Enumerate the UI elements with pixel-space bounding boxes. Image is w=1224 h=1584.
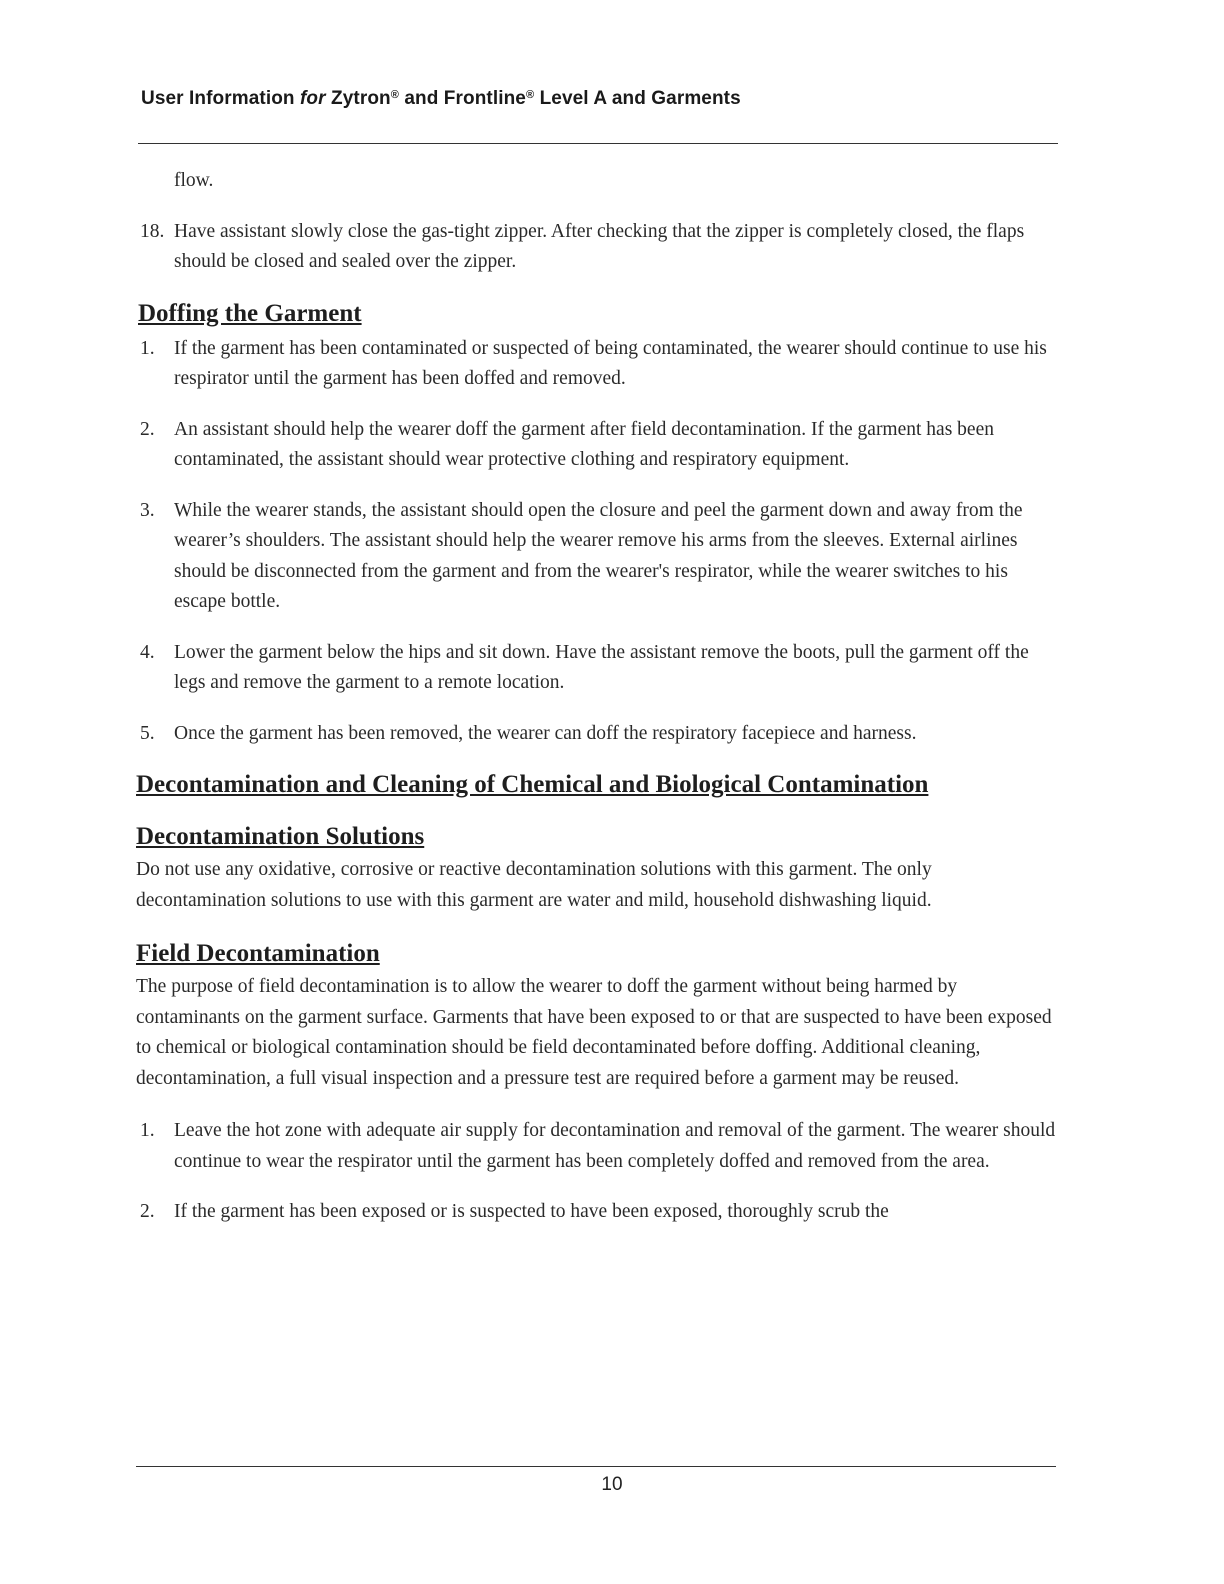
list-text: An assistant should help the wearer doff the garment after field decontamination. If the garment has been contaminated, the assistant should wear protective clothing and respiratory equipment.: [174, 418, 994, 470]
continuation-text: flow.: [174, 170, 214, 191]
registered-mark: ®: [390, 89, 399, 101]
intro-list: [136, 217, 1062, 278]
subsection-heading-solutions: Decontamination Solutions: [136, 823, 425, 850]
header-text: and Frontline: [398, 88, 526, 109]
list-item: [136, 1197, 1062, 1228]
header-rule: [138, 143, 1058, 144]
section-heading-doffing: Doffing the Garment: [138, 299, 362, 327]
field-list: [136, 1116, 1062, 1228]
field-paragraph: The purpose of field decontamination is to allow the wearer to doff the garment without being harmed by contaminants on the garment surface. Garments that have been exposed to or that are suspected to have been exposed to chemical or biological contamination should be field decontaminated before doffing. Additional cleaning, decontamination, a full visual inspection and a pressure test are required before a garment may be reused.: [136, 976, 1052, 1089]
page-body: [136, 166, 1062, 1248]
subsection-heading-field: Field Decontamination: [136, 940, 380, 967]
header-text: Zytron: [325, 88, 391, 109]
list-item: [136, 1116, 1062, 1177]
list-number: 4.: [140, 641, 155, 663]
list-text: While the wearer stands, the assistant should open the closure and peel the garment down and away from the wearer’s shoulders. The assistant should help the wearer remove his arms from the sleeves. External airlines should be disconnected from the garment and from the wearer's respirator, while the wearer switches to his escape bottle.: [174, 499, 1023, 612]
page-number: 10: [601, 1474, 623, 1495]
list-text: Once the garment has been removed, the wearer can doff the respiratory facepiece and harness.: [174, 722, 917, 744]
page-header: [141, 88, 1061, 110]
footer-rule: [136, 1466, 1056, 1467]
list-text: Have assistant slowly close the gas-tight zipper. After checking that the zipper is completely closed, the flaps should be closed and sealed over the zipper.: [174, 220, 1025, 272]
doffing-list: [136, 334, 1062, 750]
list-number: 2.: [140, 418, 155, 440]
list-item: [136, 415, 1062, 476]
header-text: User Information: [141, 88, 300, 109]
header-italic: for: [300, 88, 326, 109]
list-text: If the garment has been exposed or is suspected to have been exposed, thoroughly scrub the: [174, 1201, 889, 1222]
solutions-paragraph: Do not use any oxidative, corrosive or reactive decontamination solutions with this garment. The only decontamination solutions to use with this garment are water and mild, household dishwashing liquid.: [136, 859, 932, 911]
list-item: [136, 496, 1062, 618]
list-item: [136, 638, 1062, 699]
list-text: Leave the hot zone with adequate air supply for decontamination and removal of the garment. The wearer should continue to wear the respirator until the garment has been completely doffed and removed from the area.: [174, 1120, 1056, 1172]
header-text: Level A and Garments: [534, 88, 741, 109]
registered-mark: ®: [525, 89, 535, 101]
list-number: 3.: [140, 499, 155, 521]
section-heading-decontamination: Decontamination and Cleaning of Chemical and Biological Contamination: [136, 771, 929, 798]
list-item: [136, 719, 1062, 750]
list-number: 18.: [140, 220, 165, 242]
list-item: [136, 217, 1062, 278]
list-number: 5.: [140, 722, 155, 744]
list-number: 1.: [140, 1120, 155, 1141]
list-number: 2.: [140, 1201, 155, 1222]
list-item: [136, 334, 1062, 395]
list-text: Lower the garment below the hips and sit down. Have the assistant remove the boots, pull the garment off the legs and remove the garment to a remote location.: [174, 641, 1029, 693]
list-text: If the garment has been contaminated or suspected of being contaminated, the wearer should continue to use his respirator until the garment has been doffed and removed.: [174, 337, 1047, 389]
list-number: 1.: [140, 337, 155, 359]
